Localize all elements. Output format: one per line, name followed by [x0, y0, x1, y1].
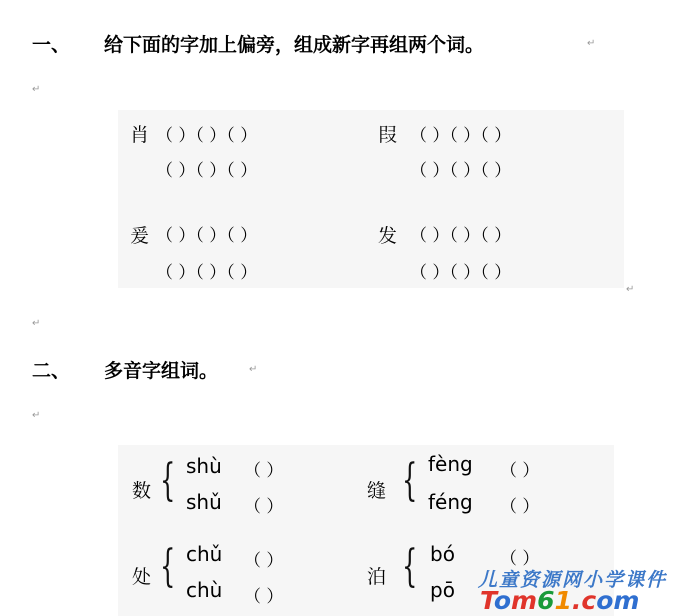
- section2-title: 多音字组词。: [104, 360, 219, 382]
- answer-blank[interactable]: （ ）: [244, 587, 284, 607]
- base-char: 爰: [130, 225, 150, 247]
- watermark-logo-letter: o: [493, 586, 512, 615]
- blank-row[interactable]: （ ）（ ）（ ）: [410, 263, 512, 283]
- pinyin: chǔ: [186, 542, 223, 566]
- section1-number: 一、: [32, 34, 71, 56]
- paragraph-mark: ↵: [626, 284, 635, 295]
- polyphone-char: 缝: [367, 480, 387, 502]
- base-char: 叚: [378, 124, 398, 146]
- pinyin: pō: [430, 578, 455, 602]
- brace-icon: {: [402, 455, 418, 506]
- answer-blank[interactable]: （ ）: [244, 461, 284, 481]
- paragraph-mark: ↵: [587, 38, 596, 49]
- paragraph-mark: ↵: [32, 84, 41, 95]
- blank-row[interactable]: （ ）（ ）（ ）: [410, 161, 512, 181]
- pinyin: féng: [428, 490, 473, 514]
- brace-icon: {: [160, 541, 176, 592]
- watermark-logo-letter: m: [613, 586, 640, 615]
- polyphone-char: 数: [132, 480, 152, 502]
- watermark-logo-letter: 1: [554, 586, 572, 615]
- blank-row[interactable]: （ ）（ ）（ ）: [410, 226, 512, 246]
- watermark-logo-letter: o: [596, 586, 614, 615]
- watermark-logo-letter: m: [511, 586, 538, 615]
- base-char: 发: [378, 225, 398, 247]
- pinyin: fèng: [428, 452, 473, 476]
- paragraph-mark: ↵: [32, 318, 41, 329]
- watermark-logo: [480, 586, 639, 615]
- brace-icon: {: [160, 455, 176, 506]
- section2-number: 二、: [32, 360, 71, 382]
- answer-blank[interactable]: （ ）: [244, 551, 284, 571]
- answer-blank[interactable]: （ ）: [500, 497, 540, 517]
- answer-blank[interactable]: （ ）: [500, 549, 540, 569]
- answer-blank[interactable]: （ ）: [500, 461, 540, 481]
- blank-row[interactable]: （ ）（ ）（ ）: [156, 226, 258, 246]
- pinyin: shǔ: [186, 490, 222, 514]
- paragraph-mark: ↵: [249, 364, 258, 375]
- watermark-logo-letter: .: [571, 586, 582, 615]
- pinyin: bó: [430, 542, 455, 566]
- blank-row[interactable]: （ ）（ ）（ ）: [156, 126, 258, 146]
- watermark-logo-letter: T: [480, 586, 494, 615]
- polyphone-char: 泊: [367, 566, 387, 588]
- base-char: 肖: [130, 124, 150, 146]
- brace-icon: {: [402, 541, 418, 592]
- pinyin: chù: [186, 578, 223, 602]
- paragraph-mark: ↵: [32, 410, 41, 421]
- watermark-logo-letter: 6: [537, 586, 555, 615]
- watermark-text: 儿童资源网小学课件: [478, 569, 668, 591]
- section1-title: 给下面的字加上偏旁，组成新字再组两个词。: [104, 34, 485, 56]
- blank-row[interactable]: （ ）（ ）（ ）: [156, 263, 258, 283]
- watermark-logo-letter: c: [581, 586, 597, 615]
- pinyin: shù: [186, 454, 222, 478]
- blank-row[interactable]: （ ）（ ）（ ）: [410, 126, 512, 146]
- polyphone-char: 处: [132, 566, 152, 588]
- blank-row[interactable]: （ ）（ ）（ ）: [156, 161, 258, 181]
- answer-blank[interactable]: （ ）: [244, 497, 284, 517]
